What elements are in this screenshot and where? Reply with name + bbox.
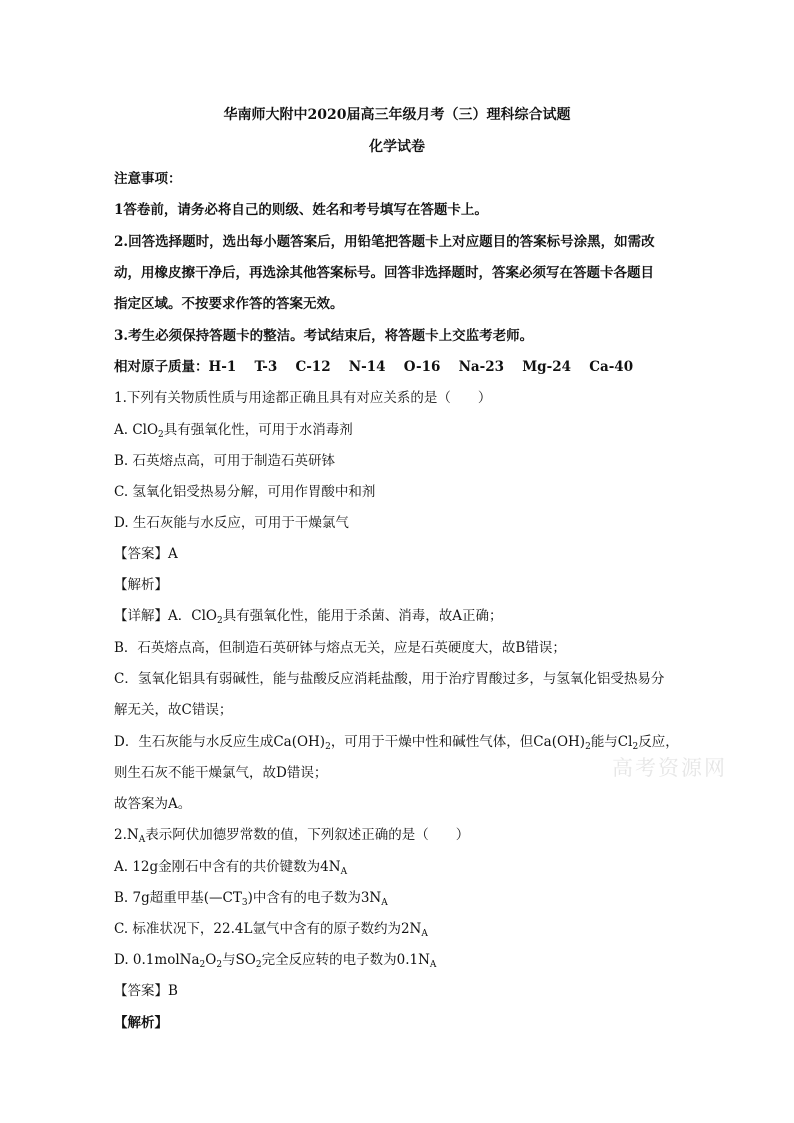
- atomic-masses: 相对原子质量：H-1 T-3 C-12 N-14 O-16 Na-23 Mg-24 Ca-40: [114, 359, 634, 375]
- q1-option-c: C. 氢氧化铝受热易分解，可用作胃酸中和剂: [114, 484, 376, 500]
- q1-option-d: D. 生石灰能与水反应，可用于干燥氯气: [114, 515, 349, 531]
- q1-detail-c-line-2: 解无关，故C错误；: [114, 702, 233, 718]
- q1-conclusion: 故答案为A。: [114, 796, 192, 812]
- q1-stem: 1.下列有关物质性质与用途都正确且具有对应关系的是（ ）: [114, 390, 492, 406]
- q1-detail-c-line-1: C．氢氧化铝具有弱碱性，能与盐酸反应消耗盐酸，用于治疗胃酸过多，与氢氧化铝受热易分: [114, 671, 665, 687]
- q1-detail-d-line-2: 则生石灰不能干燥氯气，故D错误；: [114, 765, 328, 781]
- q2-option-a: A. 12g金刚石中含有的共价键数为$4N_A$: [114, 859, 348, 877]
- q1-option-b: B. 石英熔点高，可用于制造石英研钵: [114, 453, 336, 469]
- q1-detail-d-line-1: D．生石灰能与水反应生成$Ca(OH)_2$，可用于干燥中性和碱性气体，但$Ca(OH)_2$能与$Cl_2$反应，: [114, 734, 679, 752]
- watermark: 高考资源网: [612, 756, 727, 780]
- note-2-line-2: 动，用橡皮擦干净后，再选涂其他答案标号。回答非选择题时，答案必须写在答题卡各题目: [114, 265, 654, 281]
- note-3: 3.考生必须保持答题卡的整洁。考试结束后，将答题卡上交监考老师。: [114, 328, 534, 344]
- q1-answer: 【答案】A: [114, 546, 178, 562]
- exam-title: 华南师大附中2020届高三年级月考（三）理科综合试题: [223, 107, 571, 123]
- q2-option-d: D. $0.1molNa_2O_2$与$SO_2$完全反应转的电子数为$0.1N_A$: [114, 952, 437, 970]
- q2-option-b: B. 7g超重甲基$(—CT_3)$中含有的电子数为$3N_A$: [114, 890, 388, 908]
- q2-answer: 【答案】B: [114, 983, 178, 999]
- q1-detail-b: B．石英熔点高，但制造石英研钵与熔点无关，应是石英硬度大，故B错误；: [114, 640, 566, 656]
- q2-option-c: C. 标准状况下，22.4L氩气中含有的原子数约为$2N_A$: [114, 921, 428, 939]
- exam-subtitle: 化学试卷: [369, 139, 425, 155]
- note-2-line-1: 2.回答选择题时，选出每小题答案后，用铅笔把答题卡上对应题目的答案标号涂黑，如需改: [114, 234, 655, 250]
- q2-analysis-label: 【解析】: [114, 1015, 168, 1031]
- q2-stem: $2.N_A$表示阿伏加德罗常数的值，下列叙述正确的是（ ）: [114, 827, 470, 845]
- q1-option-a: A. ClO$_2$具有强氧化性，可用于水消毒剂: [114, 422, 353, 440]
- notes-heading: 注意事项：: [114, 171, 182, 187]
- note-1: 1答卷前，请务必将自己的则级、姓名和考号填写在答题卡上。: [114, 202, 488, 218]
- q1-analysis-label: 【解析】: [114, 577, 168, 593]
- q1-detail-a: 【详解】A．ClO$_2$具有强氧化性，能用于杀菌、消毒，故A正确；: [114, 608, 503, 626]
- note-2-line-3: 指定区域。不按要求作答的答案无效。: [114, 296, 344, 312]
